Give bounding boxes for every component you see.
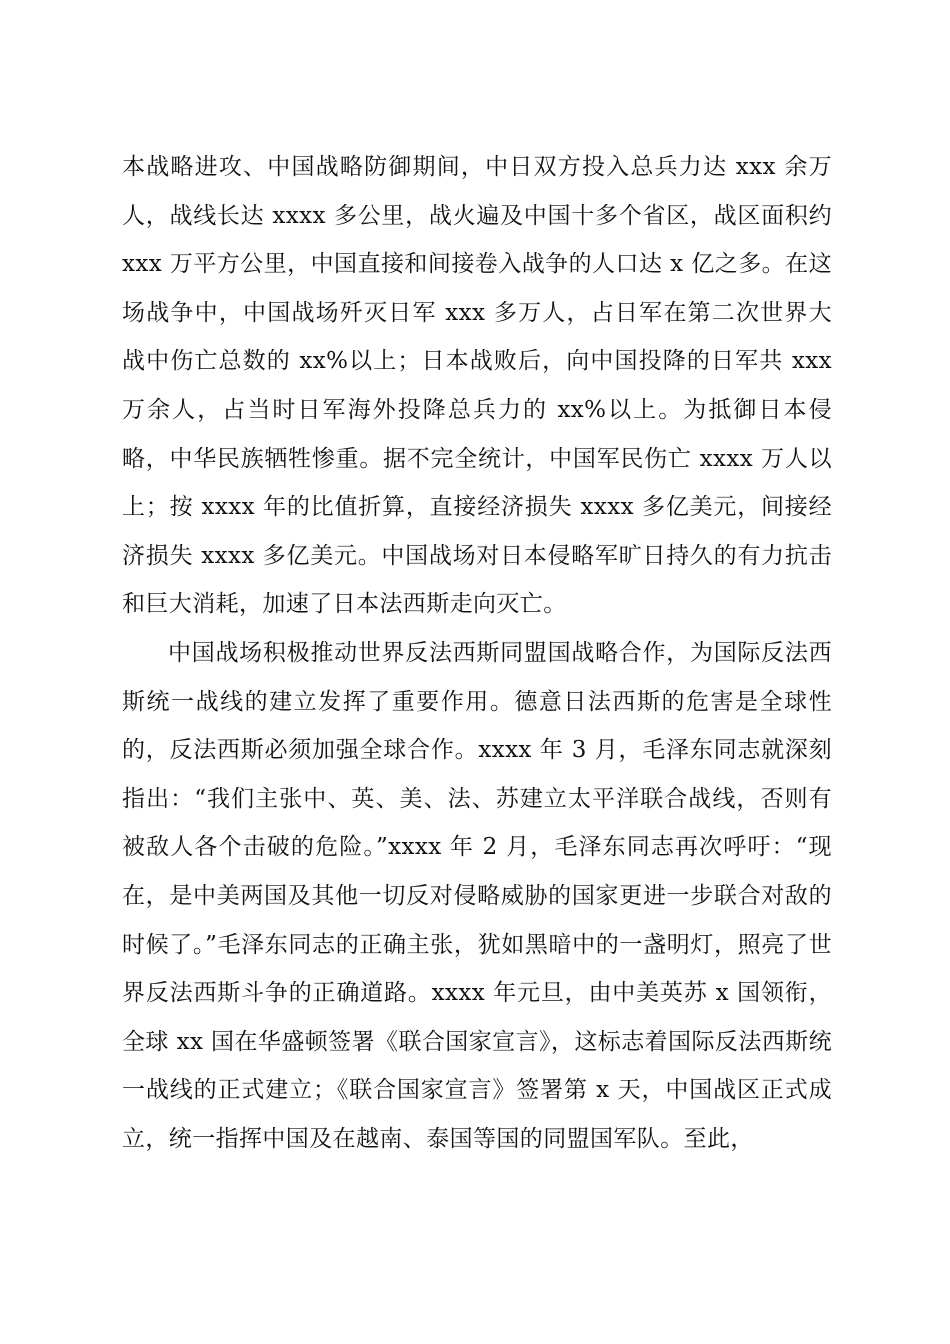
paragraph-continued: 本战略进攻、中国战略防御期间，中日双方投入总兵力达 xxx 余万人，战线长达 xxxx 多公里，战火遍及中国十多个省区，战区面积约 xxx 万平方公里，中国直接和间接卷入战争的人口达 x 亿之多。在这场战争中，中国战场歼灭日军 xxx 多万人，占日军在第二次世界大战中伤亡总数的 xx%以上；日本战败后，向中国投降的日军共 xxx 万余人，占当时日军海外投降总兵力的 xx%以上。为抵御日本侵略，中华民族牺牲惨重。据不完全统计，中国军民伤亡 xxxx 万人以上；按 xxxx 年的比值折算，直接经济损失 xxxx 多亿美元，间接经济损失 xxxx 多亿美元。中国战场对日本侵略军旷日持久的有力抗击和巨大消耗，加速了日本法西斯走向灭亡。: [122, 154, 832, 618]
body-text: [122, 143, 832, 1163]
paragraph-china-battlefield-cooperation: 中国战场积极推动世界反法西斯同盟国战略合作，为国际反法西斯统一战线的建立发挥了重要作用。德意日法西斯的危害是全球性的，反法西斯必须加强全球合作。xxxx 年 3 月，毛泽东同志就深刻指出：“我们主张中、英、美、法、苏建立太平洋联合战线，否则有被敌人各个击破的危险。”xxxx 年 2 月，毛泽东同志再次呼吁：“现在，是中美两国及其他一切反对侵略威胁的国家更进一步联合对敌的时候了。”毛泽东同志的正确主张，犹如黑暗中的一盏明灯，照亮了世界反法西斯斗争的正确道路。xxxx 年元旦，由中美英苏 x 国领衔，全球 xx 国在华盛顿签署《联合国家宣言》，这标志着国际反法西斯统一战线的正式建立；《联合国家宣言》签署第 x 天，中国战区正式成立，统一指挥中国及在越南、泰国等国的同盟国军队。至此，: [122, 639, 832, 1152]
